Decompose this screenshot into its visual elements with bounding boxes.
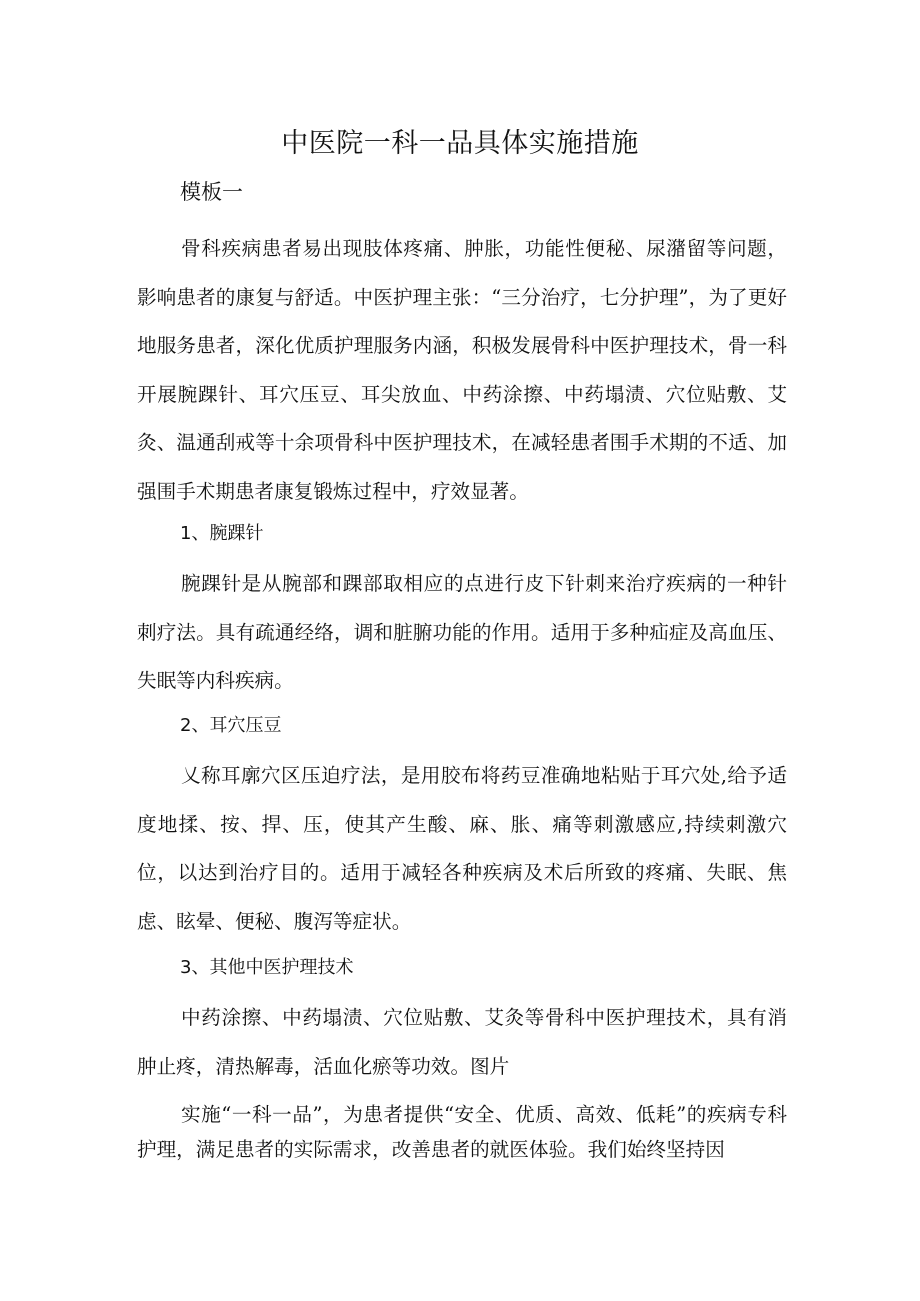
section-heading-other-techniques: 3、其他中医护理技术: [180, 957, 354, 978]
section-body-other-techniques: 中药涂擦、中药塌渍、穴位贴敷、艾灸等骨科中医护理技术，具有消肿止疼，清热解毒，活血化瘀等功效。图片: [137, 1006, 787, 1078]
intro-paragraph: 骨科疾病患者易出现肢体疼痛、肿胀，功能性便秘、尿潴留等问题，影响患者的康复与舒适。中医护理主张：“三分治疗，七分护理”，为了更好地服务患者，深化优质护理服务内涵，积极发展骨科中医护理技术，骨一科开展腕踝针、耳穴压豆、耳尖放血、中药涂擦、中药塌渍、穴位贴敷、艾灸、温通刮戒等十余项骨科中医护理技术，在减轻患者围手术期的不适、加强围手术期患者康复锻炼过程中，疗效显著。: [137, 237, 787, 503]
document-title: 中医院一科一品具体实施措施: [281, 128, 639, 159]
section-heading-wrist-ankle-needle: 1、腕踝针: [180, 523, 264, 544]
closing-paragraph: 实施“一科一品”，为患者提供“安全、优质、高效、低耗”的疾病专科护理，满足患者的实际需求，改善患者的就医体验。我们始终坚持因: [137, 1103, 787, 1161]
section-body-wrist-ankle-needle: 腕踝针是从腕部和踝部取相应的点进行皮下针刺来治疗疾病的一种针刺疗法。具有疏通经络，调和脏腑功能的作用。适用于多种疝症及高血压、失眠等内科疾病。: [137, 572, 787, 693]
section-heading-ear-acupressure: 2、耳穴压豆: [180, 715, 282, 736]
section-body-ear-acupressure: 乂称耳廓穴区压迫疗法，是用胶布将药豆准确地粘贴于耳穴处,给予适度地揉、按、捍、压，使其产生酸、麻、胀、痛等刺激感应,持续刺激穴位，以达到治疗目的。适用于减轻各种疾病及术后所致的疼痛、失眠、焦虑、眩晕、便秘、腹泻等症状。: [137, 764, 787, 933]
template-label: 模板一: [180, 180, 243, 204]
